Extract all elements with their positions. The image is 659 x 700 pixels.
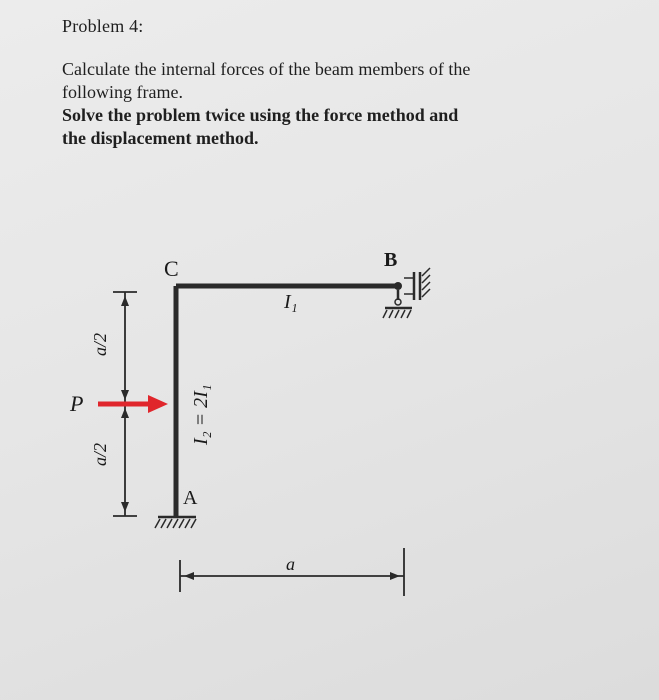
statement-line-3: Solve the problem twice using the force method and bbox=[62, 105, 459, 125]
load-arrow bbox=[98, 395, 168, 413]
node-a-label: A bbox=[183, 487, 198, 509]
node-b-label: B bbox=[384, 249, 398, 271]
statement-line-4: the displacement method. bbox=[62, 128, 259, 148]
load-label: P bbox=[70, 391, 84, 416]
upper-dimension-label: a/2 bbox=[90, 332, 110, 356]
span-dimension-label: a bbox=[286, 554, 295, 574]
beam-inertia-label: I₁ bbox=[284, 291, 298, 313]
lower-dimension-label: a/2 bbox=[90, 442, 110, 466]
fixed-support-a-icon bbox=[155, 517, 196, 528]
problem-title: Problem 4: bbox=[62, 16, 144, 36]
statement-line-2: following frame. bbox=[62, 82, 183, 102]
statement-line-1: Calculate the internal forces of the beam members of the bbox=[62, 59, 471, 79]
column-inertia-label: I₂ = 2I₁ bbox=[190, 384, 212, 445]
node-c-label: C bbox=[164, 256, 179, 281]
support-b-icon bbox=[383, 268, 430, 318]
